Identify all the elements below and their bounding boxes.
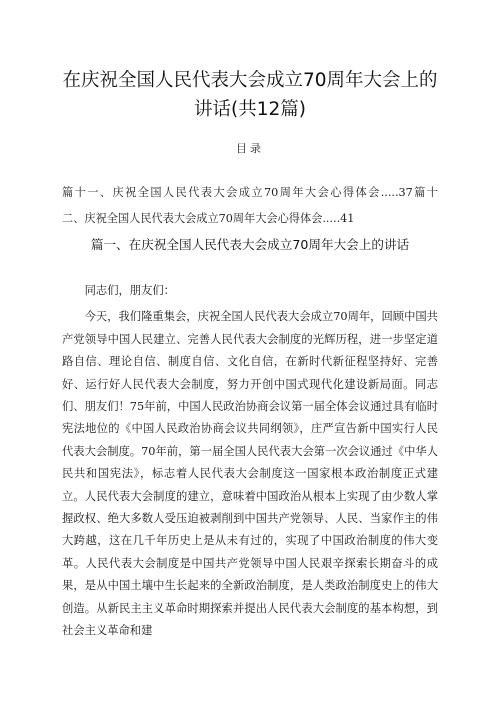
toc-entry-11[interactable]: 篇十一、庆祝全国人民代表大会成立70周年大会心得体会.....37篇十 [62,186,438,199]
section-heading: 篇一、在庆祝全国人民代表大会成立70周年大会上的讲话 [90,237,410,252]
greeting: 同志们，朋友们： [84,284,175,297]
title-line-2: 讲话(共12篇) [194,99,306,120]
body-paragraph: 今天，我们隆重集会，庆祝全国人民代表大会成立70周年，回顾中国共产党领导中国人民建立、完善人民代表大会制度的光辉历程，进一步坚定道路自信、理论自信、制度自信、文化自信，在新时代新征程坚持好、完善好、运行好人民代表大会制度，努力开创中国式现代化建设新局面。同志们、朋友们！75年前，中国人民政治协商会议第一届全体会议通过具有临时宪法地位的《中国人民政治协商会议共同纲领》，庄严宣告新中国实行人民代表大会制度。70年前，第一届全国人民代表大会第一次会议通过《中华人民共和国宪法》，标志着人民代表大会制度这一国家根本政治制度正式建立。人民代表大会制度的建立，意味着中国政治从根本上实现了由少数人掌握政权、绝大多数人受压迫被剥削到中国共产党领导、人民、当家作主的伟大跨越，这在几千年历史上是从未有过的，实现了中国政治制度的伟大变革。人民代表大会制度是中国共产党领导中国人民艰辛探索长期奋斗的成果，是从中国土壤中生长起来的全新政治制度，是人类政治制度史上的伟大创造。从新民主主义革命时期探索并提出人民代表大会制度的基本构想，到社会主义革命和建 [62,310,438,638]
document-title [40,66,460,124]
toc-entry-12[interactable]: 二、庆祝全国人民代表大会成立70周年大会心得体会.....41 [62,212,355,225]
toc-heading: 目录 [236,142,264,155]
body-text [62,280,438,643]
title-line-1: 在庆祝全国人民代表大会成立70周年大会上的 [62,70,438,91]
